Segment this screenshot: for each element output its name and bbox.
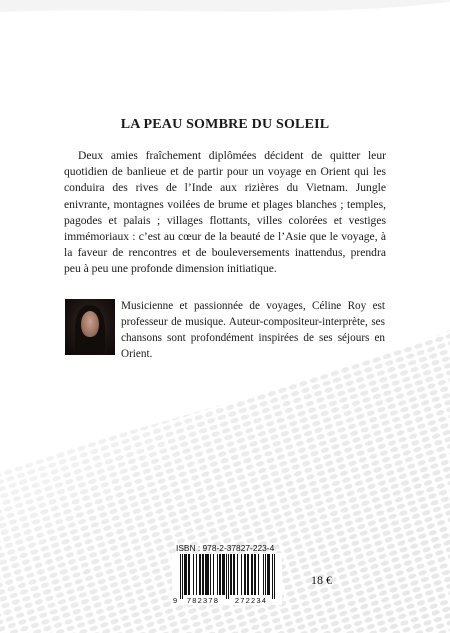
barcode-bar <box>258 554 259 595</box>
barcode-bar <box>247 554 248 595</box>
barcode-bar <box>254 554 255 595</box>
barcode-bar <box>189 554 190 595</box>
barcode-bar <box>193 554 194 595</box>
barcode-bar <box>203 554 204 595</box>
barcode-bar <box>252 554 253 595</box>
barcode-bar <box>220 554 221 595</box>
barcode <box>172 553 282 605</box>
barcode-bar <box>219 554 220 595</box>
barcode-bar <box>248 554 249 595</box>
price: 18 € <box>311 573 332 587</box>
barcode-bar <box>265 554 266 595</box>
barcode-bar <box>180 554 181 599</box>
barcode-bar <box>206 554 207 595</box>
barcode-digits-right: 272234 <box>234 596 268 605</box>
barcode-bar <box>251 554 252 595</box>
barcode-bar <box>231 554 232 595</box>
barcode-bar <box>186 554 187 595</box>
barcode-bars <box>172 553 282 605</box>
barcode-bar <box>222 554 223 595</box>
book-blurb: Deux amies fraîchement diplômées décident de quitter leur quotidien de banlieue et de partir pour un voyage en Orient qui les conduira des rives de l’Inde aux rizières du Vietnam. Jungle enivrante, montagnes voilées de brume et plages blanches ; temples, pagodes et palais ; villages flottants, villes colorées et vestiges immémoriaux : c’est au cœur de la beauté de l’Asie que le voyage, à la faveur de rencontres et de bouleversements inattendus, prendra peu à peu une profonde dimension initiatique. <box>64 149 386 276</box>
barcode-bar <box>205 554 206 595</box>
barcode-bar <box>244 554 245 595</box>
barcode-bar <box>208 554 209 595</box>
barcode-bar <box>188 554 189 595</box>
barcode-bar <box>234 554 235 595</box>
barcode-bar <box>207 554 208 595</box>
author-bio: Musicienne et passionnée de voyages, Céline Roy est professeur de musique. Auteur-compositeur-interprète, ses chansons sont profondément inspirées de ses séjours en Orient. <box>121 300 385 360</box>
barcode-digits-left: 782378 <box>186 596 220 605</box>
barcode-bar <box>272 554 273 599</box>
barcode-bar <box>217 554 218 595</box>
barcode-bar <box>233 554 234 595</box>
barcode-bar <box>200 554 201 595</box>
barcode-bar <box>268 554 269 595</box>
barcode-bar <box>185 554 186 595</box>
barcode-bar <box>245 554 246 595</box>
barcode-bar <box>267 554 268 595</box>
author-face <box>81 311 99 337</box>
barcode-bar <box>237 554 238 595</box>
barcode-bar <box>202 554 203 595</box>
barcode-bar <box>224 554 225 595</box>
barcode-bar <box>184 554 185 595</box>
author-photo <box>65 299 115 355</box>
barcode-bar <box>199 554 200 595</box>
barcode-bar <box>274 554 275 599</box>
book-title: LA PEAU SOMBRE DU SOLEIL <box>120 117 330 132</box>
isbn-label: ISBN : 978-2-37827-223-4 <box>176 543 275 553</box>
barcode-bar <box>196 554 197 595</box>
barcode-bar <box>223 554 224 595</box>
barcode-bar <box>255 554 256 595</box>
barcode-bar <box>269 554 270 595</box>
barcode-bar <box>213 554 214 595</box>
barcode-bar <box>230 554 231 595</box>
barcode-bar <box>228 554 229 599</box>
barcode-digit-first: 9 <box>173 596 178 605</box>
barcode-bar <box>226 554 227 599</box>
barcode-bar <box>241 554 242 595</box>
barcode-bar <box>263 554 264 595</box>
barcode-bar <box>182 554 183 599</box>
barcode-bar <box>210 554 211 595</box>
